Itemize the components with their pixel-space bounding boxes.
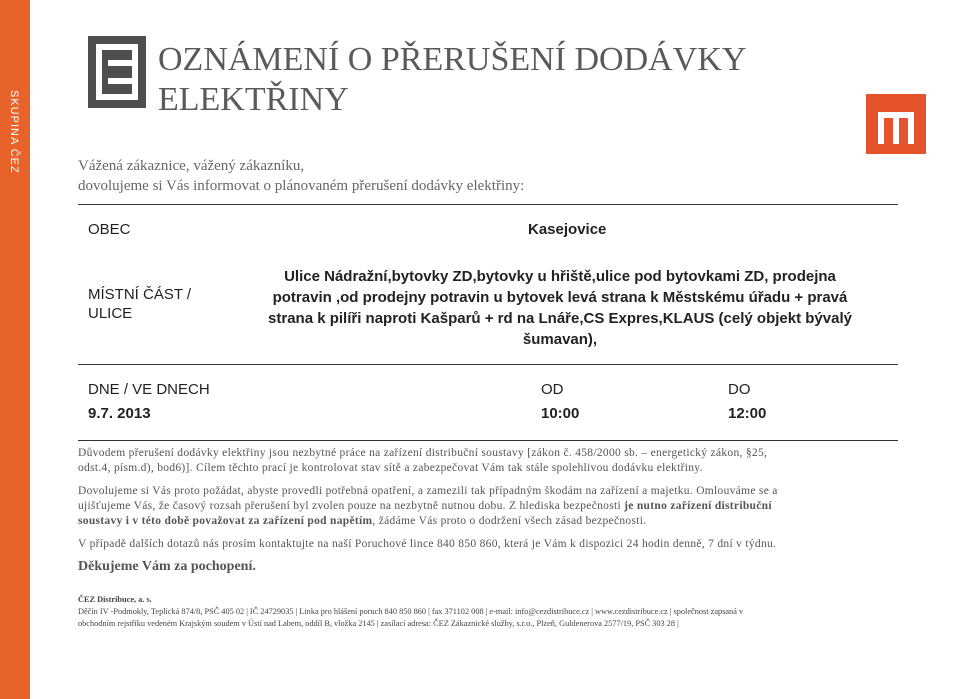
location-label-line-1: MÍSTNÍ ČÁST / bbox=[88, 286, 192, 303]
safety-line-1: Dovolujeme si Vás proto požádat, abyste provedli potřebná opatření, a zamezili tak případným škodám na zařízení a majetku. Omlouváme se a bbox=[78, 485, 778, 497]
safety-line-2-text: ujišťujeme Vás, že časový rozsah přerušení byl zvolen pouze na nezbytně nutnou dobu. Z hlediska bezpečnosti bbox=[78, 500, 625, 512]
street-line-2: potravin ,od prodejny potravin u bytovek levá strana k Městskému úřadu + pravá bbox=[272, 289, 848, 306]
footer-company: ČEZ Distribuce, a. s. bbox=[78, 595, 152, 604]
from-value: 10:00 bbox=[541, 405, 580, 422]
from-label: OD bbox=[541, 381, 564, 398]
safety-emphasis-1: je nutno zařízení distribuční bbox=[624, 500, 772, 512]
greeting bbox=[78, 156, 524, 196]
date-label: DNE / VE DNECH bbox=[88, 381, 210, 398]
footer-line-1: Děčín IV -Podmokly, Teplická 874/8, PSČ 405 02 | IČ 24729035 | Linka pro hlášení poruch 840 850 860 | fax 371102 008 | e-mail: info@cezdistribuce.cz | www.cezdistribuce.cz | společnost zapsaná v bbox=[78, 607, 744, 616]
safety-line-3-text: , žádáme Vás proto o dodržení všech zásad bezpečnosti. bbox=[372, 515, 647, 527]
notice-title: OZNÁMENÍ O PŘERUŠENÍ DODÁVKY ELEKTŘINY bbox=[158, 41, 746, 118]
street-line-4: šumavan), bbox=[522, 331, 598, 348]
safety-emphasis-2: soustavy i v této době považovat za zařízení pod napětím bbox=[78, 515, 373, 527]
divider bbox=[78, 364, 898, 365]
greeting-line-1: Vážená zákaznice, vážený zákazníku, bbox=[78, 158, 305, 174]
street-description bbox=[250, 266, 870, 350]
divider bbox=[78, 204, 898, 205]
sidebar-brand-text: SKUPINA ČEZ bbox=[8, 90, 20, 174]
cez-group-logo-icon bbox=[866, 94, 926, 154]
safety-line-3 bbox=[78, 514, 898, 529]
street-line-1: Ulice Nádražní,bytovky ZD,bytovky u hřiště,ulice pod bytovkami ZD, prodejna bbox=[284, 268, 836, 285]
date-value: 9.7. 2013 bbox=[88, 405, 151, 422]
reason-line-2: odst.4, písm.d), bod6)]. Cílem těchto prací je kontrolovat stav sítě a zabezpečovat Vám tak stále spolehlivou dodávku elektřiny. bbox=[78, 462, 703, 474]
footer-line-2: obchodním rejstříku vedeném Krajským soudem v Ústí nad Labem, oddíl B, vložka 2145 | zasílací adresa: ČEZ Zákaznické služby, s.r.o., Plzeň, Guldenerova 2577/19, PSČ 303 28 | bbox=[78, 619, 679, 628]
divider bbox=[78, 440, 898, 441]
cez-logo-icon bbox=[88, 36, 146, 108]
obec-label: OBEC bbox=[88, 221, 131, 238]
to-value: 12:00 bbox=[728, 405, 767, 422]
to-label: DO bbox=[728, 381, 751, 398]
street-line-3: strana k pilíři naproti Kašparů + rd na Lnáře,CS Expres,KLAUS (celý objekt bývalý bbox=[268, 310, 852, 327]
greeting-line-2: dovolujeme si Vás informovat o plánovaném přerušení dodávky elektřiny: bbox=[78, 178, 525, 194]
safety-line-2 bbox=[78, 499, 898, 514]
location-label-line-2: ULICE bbox=[88, 305, 133, 322]
reason-line-1: Důvodem přerušení dodávky elektřiny jsou nezbytné práce na zařízení distribuční soustavy [zákon č. 458/2000 sb. – energetický zákon, §25, bbox=[78, 447, 768, 459]
location-label bbox=[88, 285, 191, 323]
obec-value: Kasejovice bbox=[528, 221, 607, 238]
reason-paragraph bbox=[78, 446, 898, 476]
thanks-text: Děkujeme Vám za pochopení. bbox=[78, 559, 256, 574]
contact-paragraph: V případě dalších dotazů nás prosím kontaktujte na naší Poruchové lince 840 850 860, která je Vám k dispozici 24 hodin denně, 7 dní v týdnu. bbox=[78, 538, 777, 550]
side-stripe bbox=[0, 0, 30, 699]
safety-paragraph bbox=[78, 484, 898, 529]
